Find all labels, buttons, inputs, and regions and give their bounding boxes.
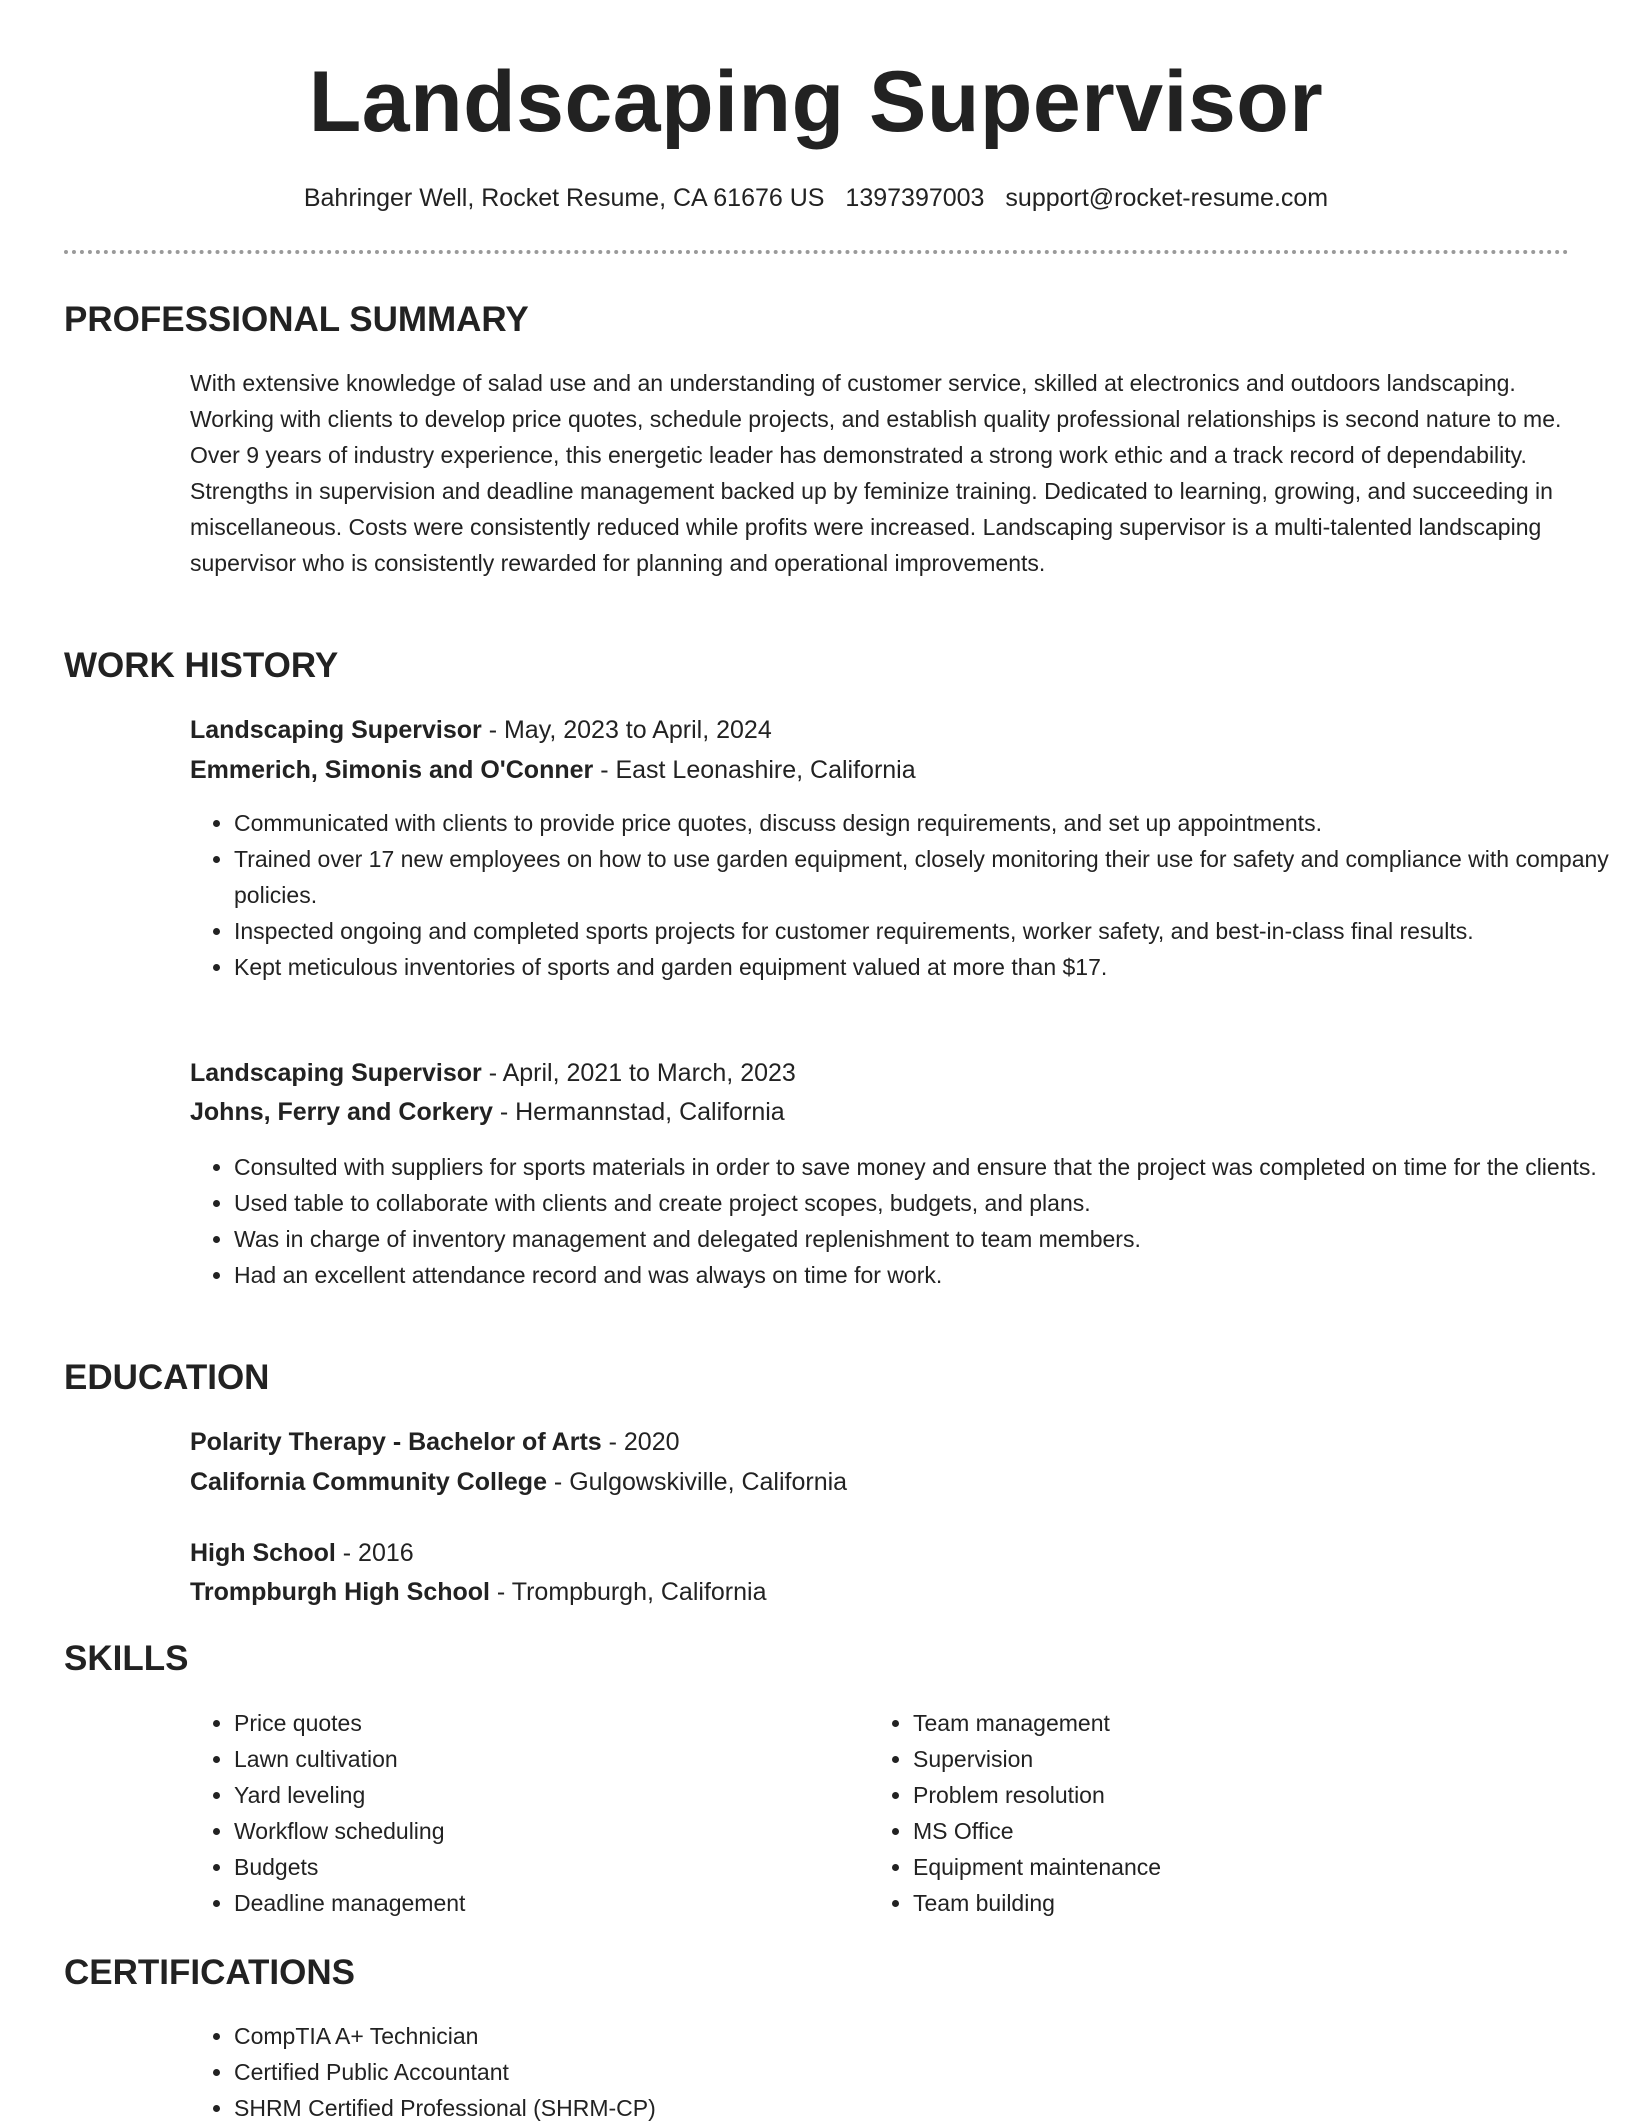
list-item: • Inspected ongoing and completed sports projects for customer requirements, worker safety, and best-in-class final results.: [234, 913, 1614, 949]
summary-heading: PROFESSIONAL SUMMARY: [64, 300, 529, 339]
contact-info: [0, 180, 1632, 216]
contact-address: Bahringer Well, Rocket Resume, CA 61676 US: [303, 184, 825, 212]
list-item: • Team management: [913, 1705, 1533, 1741]
list-item: • MS Office: [913, 1813, 1533, 1849]
job-2-title-line: [190, 1054, 1570, 1092]
edu-1-year: - 2020: [601, 1428, 680, 1456]
job-1-company-line: [190, 751, 1570, 789]
list-item: • Workflow scheduling: [234, 1813, 854, 1849]
certifications-heading: CERTIFICATIONS: [64, 1953, 356, 1992]
job-2-location: - Hermannstad, California: [492, 1098, 785, 1126]
skills-heading: SKILLS: [64, 1639, 189, 1678]
job-1-bullets: [190, 805, 1614, 985]
list-item: • Was in charge of inventory management and delegated replenishment to team members.: [234, 1221, 1614, 1257]
edu-2-location: - Trompburgh, California: [489, 1578, 767, 1606]
job-2-bullets: [190, 1149, 1614, 1293]
list-item: • Lawn cultivation: [234, 1741, 854, 1777]
job-2-role: Landscaping Supervisor: [190, 1059, 482, 1087]
edu-1-location: - Gulgowskiville, California: [546, 1468, 848, 1496]
job-2-company: Johns, Ferry and Corkery: [190, 1098, 493, 1126]
list-item: • Yard leveling: [234, 1777, 854, 1813]
list-item: • Supervision: [913, 1741, 1533, 1777]
list-item: • Had an excellent attendance record and was always on time for work.: [234, 1257, 1614, 1293]
list-item: • CompTIA A+ Technician: [234, 2018, 1614, 2054]
edu-2-degree-line: [190, 1534, 1570, 1572]
contact-phone: 1397397003: [845, 184, 985, 212]
list-item: • Equipment maintenance: [913, 1849, 1533, 1885]
edu-1-degree-line: [190, 1423, 1570, 1461]
job-1-company: Emmerich, Simonis and O'Conner: [190, 756, 594, 784]
education-heading: EDUCATION: [64, 1358, 270, 1397]
job-2-company-line: [190, 1093, 1570, 1131]
certifications-list: [190, 2018, 1614, 2126]
header-divider: [64, 250, 1569, 254]
edu-2-school: Trompburgh High School: [190, 1578, 490, 1606]
list-item: • SHRM Certified Professional (SHRM-CP): [234, 2090, 1614, 2126]
list-item: • Trained over 17 new employees on how to use garden equipment, closely monitoring their use for safety and compliance with company policies.: [234, 841, 1614, 913]
list-item: • Communicated with clients to provide price quotes, discuss design requirements, and set up appointments.: [234, 805, 1614, 841]
edu-1-school: California Community College: [190, 1468, 547, 1496]
summary-text: With extensive knowledge of salad use and an understanding of customer service, skilled at electronics and outdoors landscaping. Working with clients to develop price quotes, schedule projects, and establish quality professional relationships is second nature to me. Over 9 years of industry experience, this energetic leader has demonstrated a strong work ethic and a track record of dependability. Strengths in supervision and deadline management backed up by feminize training. Dedicated to learning, growing, and succeeding in miscellaneous. Costs were consistently reduced while profits were increased. Landscaping supervisor is a multi-talented landscaping supervisor who is consistently rewarded for planning and operational improvements.: [190, 370, 1562, 576]
edu-1-degree: Polarity Therapy - Bachelor of Arts: [190, 1428, 602, 1456]
edu-2-degree: High School: [190, 1539, 336, 1567]
list-item: • Certified Public Accountant: [234, 2054, 1614, 2090]
job-1-title-line: [190, 711, 1570, 749]
contact-email: support@rocket-resume.com: [1005, 184, 1329, 212]
job-2-dates: - April, 2021 to March, 2023: [481, 1059, 796, 1087]
list-item: • Price quotes: [234, 1705, 854, 1741]
edu-2-year: - 2016: [335, 1539, 414, 1567]
list-item: • Problem resolution: [913, 1777, 1533, 1813]
job-1-location: - East Leonashire, California: [593, 756, 916, 784]
list-item: • Consulted with suppliers for sports materials in order to save money and ensure that the project was completed on time for the clients.: [234, 1149, 1614, 1185]
edu-2-school-line: [190, 1573, 1570, 1611]
job-1-role: Landscaping Supervisor: [190, 716, 482, 744]
candidate-name: Landscaping Supervisor: [308, 54, 1324, 150]
skills-left-list: [190, 1705, 854, 1921]
edu-1-school-line: [190, 1463, 1570, 1501]
work-history-heading: WORK HISTORY: [64, 646, 339, 685]
list-item: • Deadline management: [234, 1885, 854, 1921]
job-1-dates: - May, 2023 to April, 2024: [481, 716, 772, 744]
list-item: • Budgets: [234, 1849, 854, 1885]
skills-right-list: [869, 1705, 1533, 1921]
list-item: • Used table to collaborate with clients and create project scopes, budgets, and plans.: [234, 1185, 1614, 1221]
list-item: • Team building: [913, 1885, 1533, 1921]
list-item: • Kept meticulous inventories of sports and garden equipment valued at more than $17.: [234, 949, 1614, 985]
